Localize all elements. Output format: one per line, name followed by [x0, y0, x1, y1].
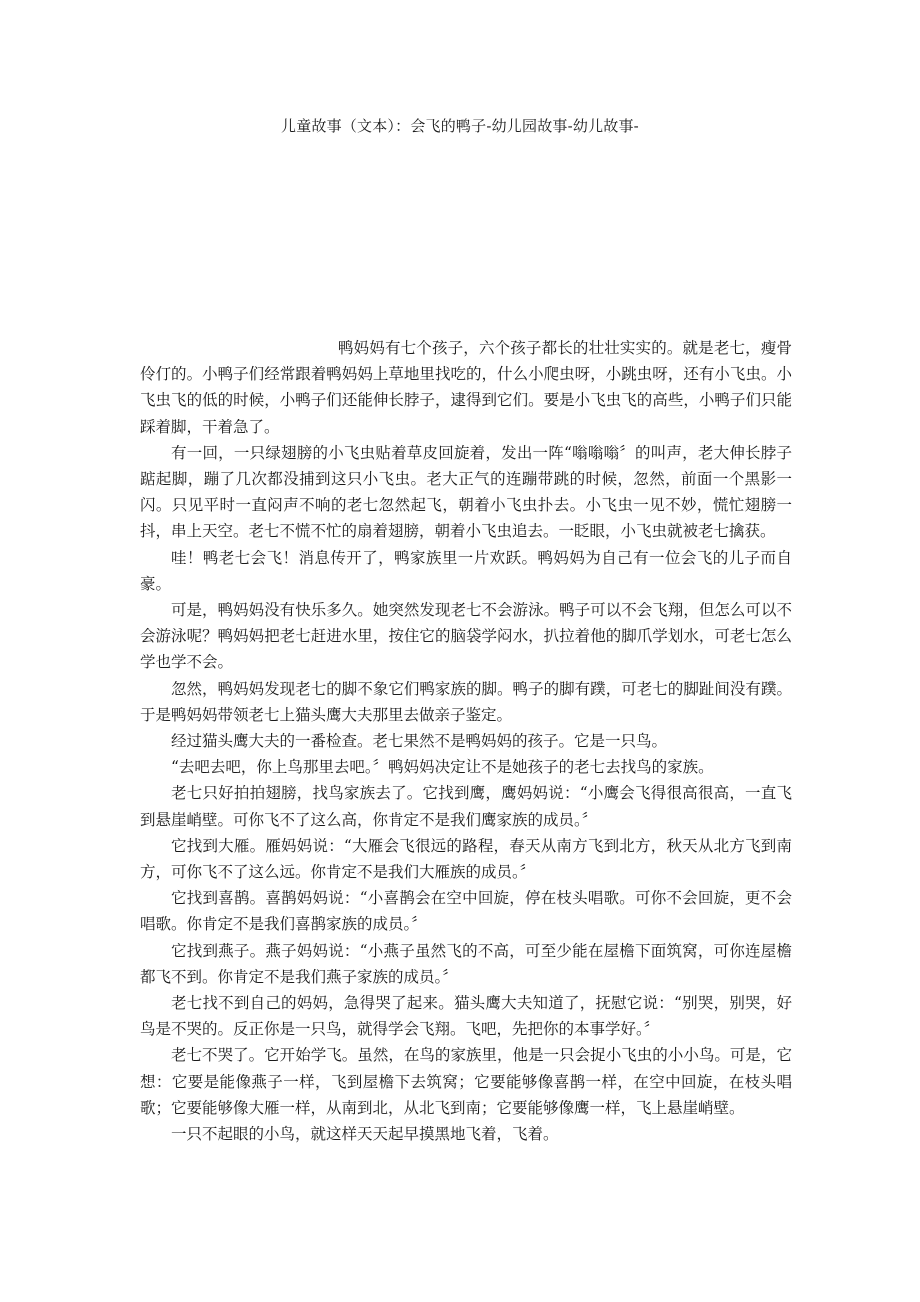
paragraph-12: 老七找不到自己的妈妈，急得哭了起来。猫头鹰大夫知道了，抚慰它说：“别哭，别哭，好鸟是不哭的。反正你是一只鸟，就得学会飞翔。飞吧，先把你的本事学好。〞 — [140, 994, 792, 1039]
paragraph-7: “去吧去吧，你上鸟那里去吧。〞鸭妈妈决定让不是她孩子的老七去找鸟的家族。 — [171, 758, 714, 777]
paragraph-8: 老七只好拍拍翅膀，找鸟家族去了。它找到鹰，鹰妈妈说：“小鹰会飞得很高很高，一直飞到悬崖峭壁。可你飞不了这么高，你肯定不是我们鹰家族的成员。〞 — [140, 784, 792, 829]
paragraph-3: 哇！鸭老七会飞！消息传开了，鸭家族里一片欢跃。鸭妈妈为自己有一位会飞的儿子而自豪。 — [140, 548, 792, 593]
paragraph-6: 经过猫头鹰大夫的一番检查。老七果然不是鸭妈妈的孩子。它是一只鸟。 — [171, 732, 668, 751]
story-body — [140, 335, 792, 1147]
paragraph-14: 一只不起眼的小鸟，就这样天天起早摸黑地飞着，飞着。 — [171, 1125, 559, 1144]
paragraph-4: 可是，鸭妈妈没有快乐多久。她突然发现老七不会游泳。鸭子可以不会飞翔，但怎么可以不会游泳呢？鸭妈妈把老七赶进水里，按住它的脑袋学闷水，扒拉着他的脚爪学划水，可老七怎么学也学不会。 — [140, 601, 792, 672]
paragraph-13: 老七不哭了。它开始学飞。虽然，在鸟的家族里，他是一只会捉小飞虫的小小鸟。可是，它想：它要是能像燕子一样，飞到屋檐下去筑窝；它要能够像喜鹊一样，在空中回旋，在枝头唱歌；它要能够像大雁一样，从南到北，从北飞到南；它要能够像鹰一样，飞上悬崖峭壁。 — [140, 1046, 792, 1117]
document-title: 儿童故事（文本）：会飞的鸭子-幼儿园故事-幼儿故事- — [281, 117, 639, 135]
paragraph-1: 鸭妈妈有七个孩子，六个孩子都长的壮壮实实的。就是老七，瘦骨伶仃的。小鸭子们经常跟着鸭妈妈上草地里找吃的，什么小爬虫呀，小跳虫呀，还有小飞虫。小飞虫飞的低的时候，小鸭子们还能伸长脖子，逮得到它们。要是小飞虫飞的高些，小鸭子们只能踩着脚，干着急了。 — [140, 339, 792, 436]
paragraph-11: 它找到燕子。燕子妈妈说：“小燕子虽然飞的不高，可至少能在屋檐下面筑窝，可你连屋檐都飞不到。你肯定不是我们燕子家族的成员。〞 — [140, 941, 792, 986]
paragraph-5: 忽然，鸭妈妈发现老七的脚不象它们鸭家族的脚。鸭子的脚有蹼，可老七的脚趾间没有蹼。于是鸭妈妈带领老七上猫头鹰大夫那里去做亲子鉴定。 — [140, 679, 792, 724]
paragraph-2: 有一回，一只绿翅膀的小飞虫贴着草皮回旋着，发出一阵“嗡嗡嗡〞的叫声，老大伸长脖子踮起脚，蹦了几次都没捕到这只小飞虫。老大正气的连蹦带跳的时候，忽然，前面一个黑影一闪。只见平时一直闷声不响的老七忽然起飞，朝着小飞虫扑去。小飞虫一见不妙，慌忙翅膀一抖，串上天空。老七不慌不忙的扇着翅膀，朝着小飞虫追去。一眨眼，小飞虫就被老七擒获。 — [140, 443, 792, 541]
paragraph-10: 它找到喜鹊。喜鹊妈妈说：“小喜鹊会在空中回旋，停在枝头唱歌。可你不会回旋，更不会唱歌。你肯定不是我们喜鹊家族的成员。〞 — [140, 889, 792, 934]
paragraph-9: 它找到大雁。雁妈妈说：“大雁会飞很远的路程，春天从南方飞到北方，秋天从北方飞到南方，可你飞不了这么远。你肯定不是我们大雁族的成员。〞 — [140, 836, 792, 882]
